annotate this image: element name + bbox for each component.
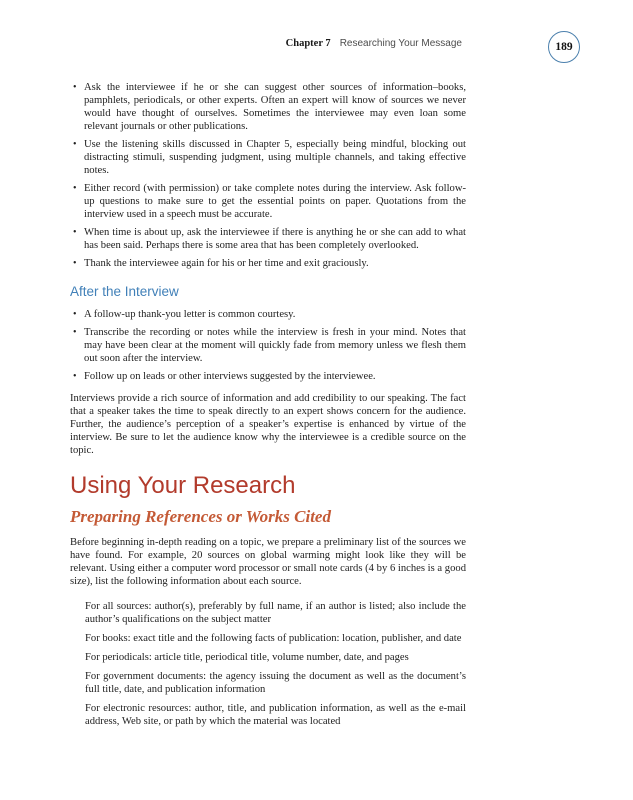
list-item: • Use the listening skills discussed in Chapter 5, especially being mindful, blocking out distracting stimuli, suspending judgment, using multiple channels, and taking effective notes.: [70, 138, 466, 177]
section-heading-using-your-research: Using Your Research: [70, 472, 296, 499]
list-item: • Ask the interviewee if he or she can suggest other sources of information–books, pamphlets, periodicals, or other experts. Often an expert will know of sources we never would have thought of ourselves. Sometimes the interviewee may even loan some relevant journals or other publications.: [70, 81, 466, 133]
paragraph-preparing-intro: Before beginning in-depth reading on a topic, we prepare a preliminary list of the sources we have found. For example, 20 sources on global warming might look like they will be relevant. Using either a computer word processor or small note cards (4 by 6 inches is a good size), list the following information about each source.: [70, 537, 466, 587]
page-number: 189: [555, 41, 573, 53]
after-interview-list: [70, 308, 466, 383]
list-item: For periodicals: article title, periodical title, volume number, date, and pages: [85, 652, 409, 663]
subsection-heading-preparing-references: Preparing References or Works Cited: [70, 507, 331, 526]
page-number-badge: [548, 31, 580, 63]
list-item: For electronic resources: author, title, and publication information, as well as the e-mail address, Web site, or path by which the material was located: [85, 703, 466, 727]
running-head: [70, 37, 462, 50]
list-item: • Follow up on leads or other interviews suggested by the interviewee.: [70, 370, 466, 383]
paragraph-interview-summary: Interviews provide a rich source of information and add credibility to our speaking. The fact that a speaker takes the time to speak directly to an expert shows concern for the audience. Further, the audience’s perception of a speaker’s expertise is enhanced by virtue of the interview. Be sure to let the audience know why the interviewee is a credible source on the topic.: [70, 393, 466, 456]
chapter-label: Chapter 7: [285, 38, 331, 49]
list-item: For all sources: author(s), preferably by full name, if an author is listed; also include the author’s qualifications on the subject matter: [85, 601, 466, 625]
list-item: • Thank the interviewee again for his or her time and exit graciously.: [70, 257, 466, 270]
list-item: • A follow-up thank-you letter is common courtesy.: [70, 308, 466, 321]
source-requirements-list: [70, 600, 466, 728]
interview-tips-list: [70, 81, 466, 270]
list-item: For books: exact title and the following facts of publication: location, publisher, and date: [85, 633, 462, 644]
list-item: • Transcribe the recording or notes while the interview is fresh in your mind. Notes that may have been clear at the moment will quickly fade from memory unless we flesh them out soon after the interview.: [70, 326, 466, 365]
page-content: [70, 81, 466, 734]
section-heading-after-the-interview: After the Interview: [70, 284, 179, 299]
list-item: For government documents: the agency issuing the document as well as the document’s full title, date, and publication information: [85, 671, 466, 695]
chapter-title: Researching Your Message: [339, 38, 462, 49]
list-item: • Either record (with permission) or take complete notes during the interview. Ask follow-up questions to make sure to get the essential points on paper. Quotations from the interview used in a speech must be accurate.: [70, 182, 466, 221]
list-item: • When time is about up, ask the interviewee if there is anything he or she can add to what has been said. Perhaps there is some area that has been completely overlooked.: [70, 226, 466, 252]
